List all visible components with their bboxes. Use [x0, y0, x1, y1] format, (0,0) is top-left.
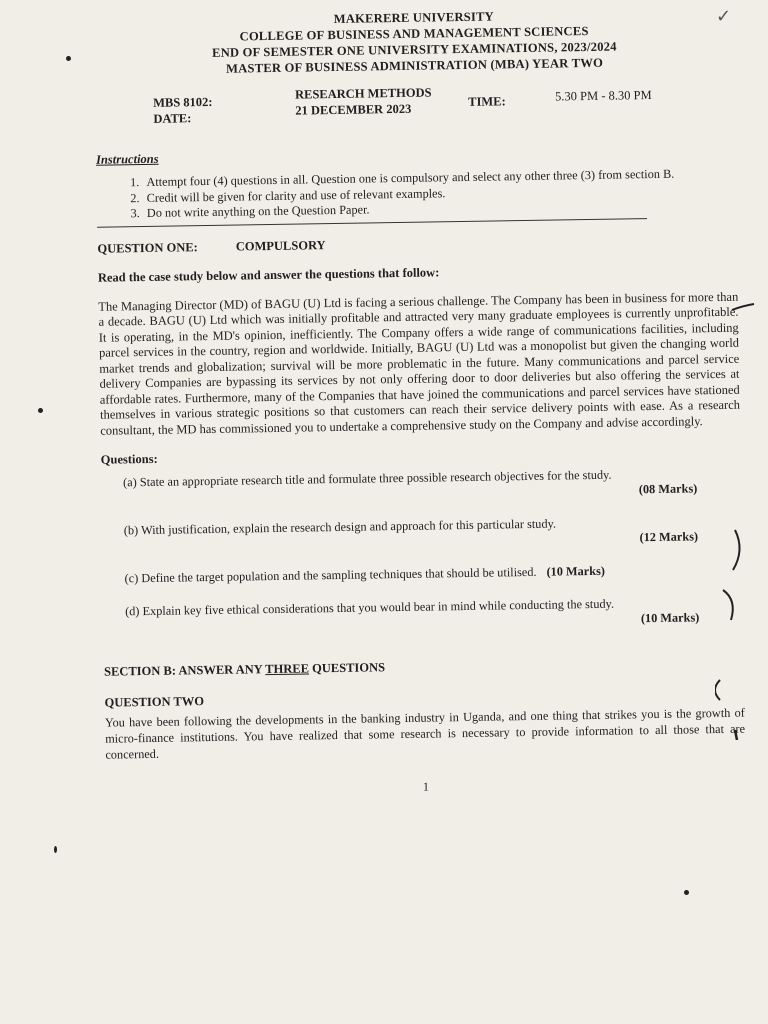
page-number: 1 — [422, 779, 430, 794]
question-item-a: (a) State an appropriate research title and formulate three possible research objectives for the study. (08 Marks) — [101, 466, 741, 506]
exam-content — [94, 5, 746, 800]
section-b-title: SECTION B: ANSWER ANY THREE QUESTIONS — [103, 660, 386, 679]
pen-scribble — [715, 520, 765, 740]
date-label: DATE: — [153, 111, 192, 126]
ink-speck — [66, 56, 71, 61]
instruction-item: 2. Credit will be given for clarity and use of relevant examples. — [143, 181, 737, 206]
marks-label: (10 Marks) — [640, 610, 700, 626]
question-two-text: You have been following the developments in the banking industry in Uganda, and one thing that strikes you is the growth of micro-finance institutions. You have realized that some research is necessary to provide information to all those that are concerned. — [104, 705, 746, 762]
exam-meta — [95, 81, 736, 137]
ink-speck — [54, 846, 57, 853]
programme-title: MASTER OF BUSINESS ADMINISTRATION (MBA) YEAR TWO — [226, 55, 604, 76]
questions-title: Questions: — [100, 451, 158, 467]
compulsory-tag: COMPULSORY — [235, 237, 326, 254]
instructions-list — [96, 166, 737, 223]
ink-speck — [684, 890, 689, 895]
course-code-label: MBS 8102: — [153, 94, 213, 110]
college-name: COLLEGE OF BUSINESS AND MANAGEMENT SCIENCES — [239, 23, 589, 44]
instructions-title: Instructions — [95, 151, 159, 167]
check-mark-icon: ✓ — [716, 6, 732, 27]
question-two-title: QUESTION TWO — [104, 694, 205, 710]
question-item-c: (c) Define the target population and the sampling techniques that should be utilised. (10 Marks) — [124, 563, 606, 586]
marks-label: (08 Marks) — [638, 481, 698, 497]
exam-header — [94, 5, 735, 79]
marks-label: (12 Marks) — [639, 529, 699, 545]
question-one-label: QUESTION ONE: — [97, 239, 198, 256]
exam-time: 5.30 PM - 8.30 PM — [554, 88, 652, 104]
instruction-item: 1. Attempt four (4) questions in all. Question one is compulsory and select any other three (3) from section B. — [142, 166, 736, 191]
case-study-text: The Managing Director (MD) of BAGU (U) Ltd is facing a serious challenge. The Company has been in business for more than a decade. BAGU (U) Ltd which was initially profitable and attracted very many graduate employees is currently unprofitable. It is operating, in the MD's opinion, inefficiently. The Company offers a wide range of communications facilities, including parcel services in the country, region and worldwide. Initially, BAGU (U) Ltd was a monopolist but given the changing world market trends and globalization; survival will be more problematic in the future. Many communications and parcel service delivery Companies are bypassing its services by not only offering door to door deliveries but also offering the services at affordable rates. Furthermore, many of the Companies that have joined the communications and parcel services have stationed themselves in various strategic positions so that customers can reach their service delivery points with ease. As a research consultant, the MD has commissioned you to undertake a comprehensive study on the Company and advise accordingly. — [98, 289, 741, 438]
case-study-lead: Read the case study below and answer the questions that follow: — [97, 264, 440, 285]
exam-date: 21 DECEMBER 2023 — [295, 101, 412, 118]
pen-scribble — [730, 300, 760, 320]
marks-label: (10 Marks) — [546, 563, 606, 579]
question-item-d: (d) Explain key five ethical considerations that you would bear in mind while conducting the study. (10 Marks) — [103, 595, 743, 635]
instruction-item: 3. Do not write anything on the Question Paper. — [143, 197, 737, 222]
university-name: MAKERERE UNIVERSITY — [333, 9, 495, 26]
time-label: TIME: — [468, 94, 506, 109]
exam-title: END OF SEMESTER ONE UNIVERSITY EXAMINATIONS, 2023/2024 — [211, 39, 617, 60]
ink-speck — [38, 408, 43, 413]
course-name: RESEARCH METHODS — [294, 85, 432, 102]
question-one-heading — [97, 231, 737, 256]
question-item-b: (b) With justification, explain the research design and approach for this particular study. (12 Marks) — [102, 514, 742, 554]
